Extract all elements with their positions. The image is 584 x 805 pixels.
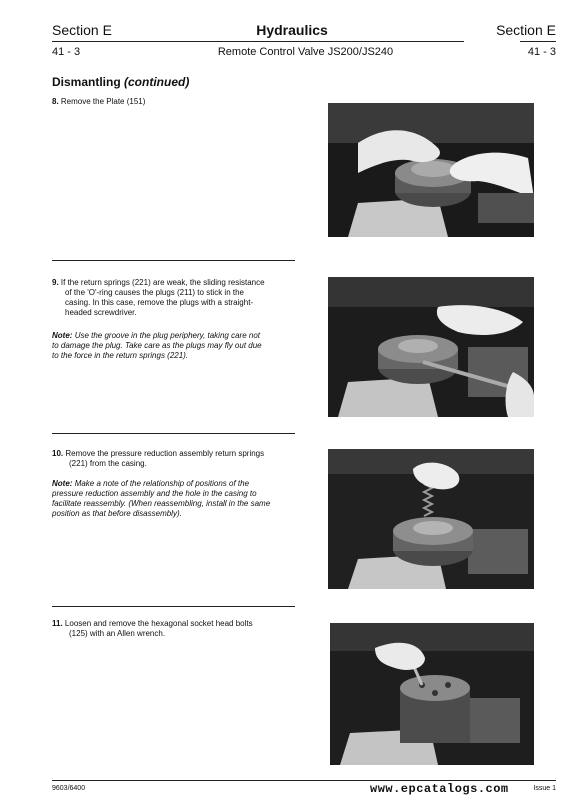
header-rule-left (52, 41, 464, 42)
step-line: headed screwdriver. (65, 308, 137, 317)
footer-issue: Issue 1 (533, 785, 556, 792)
note-line: Use the groove in the plug periphery, taking care not (74, 331, 260, 340)
note-line: to damage the plug. Take care as the plugs may fly out due (52, 341, 262, 350)
header-rule-right (520, 41, 556, 42)
note-line: position as that before disassembly). (52, 509, 182, 518)
page-title: Hydraulics (256, 22, 328, 38)
step-line: If the return springs (221) are weak, the sliding resistance (60, 278, 265, 287)
section-heading-main: Dismantling (52, 75, 121, 89)
note-line: facilitate reassembly. (When reassembling, install in the same (52, 499, 271, 508)
photo-remove-plugs (328, 277, 534, 417)
step-divider (52, 260, 295, 261)
page-subtitle: Remote Control Valve JS200/JS240 (217, 46, 394, 58)
section-heading (52, 75, 189, 89)
step-11 (52, 619, 302, 639)
step-text: Remove the Plate (151) (60, 97, 146, 106)
step-divider (52, 433, 295, 434)
page-number-right: 41 - 3 (527, 46, 556, 58)
note-line: to the force in the return springs (221). (52, 351, 189, 360)
step-line: (125) with an Allen wrench. (69, 629, 166, 638)
step-number: 11. (52, 619, 63, 628)
step-9 (52, 278, 297, 318)
page-number-left: 41 - 3 (52, 46, 81, 58)
note-label: Note: (52, 331, 73, 340)
step-number: 9. (52, 278, 59, 287)
section-heading-suffix: (continued) (124, 75, 190, 89)
step-number: 8. (52, 97, 59, 106)
step-line: Remove the pressure reduction assembly return springs (65, 449, 265, 458)
step-9-note (52, 331, 302, 361)
photo-remove-bolts (330, 623, 534, 765)
step-10 (52, 449, 302, 469)
note-label: Note: (52, 479, 73, 488)
step-line: Loosen and remove the hexagonal socket head bolts (64, 619, 253, 628)
step-line: casing. In this case, remove the plugs with a straight- (65, 298, 254, 307)
footer-code: 9603/6400 (52, 785, 86, 792)
step-10-note (52, 479, 302, 519)
step-line: of the 'O'-ring causes the plugs (211) to stick in the (65, 288, 244, 297)
note-line: Make a note of the relationship of positions of the (74, 479, 250, 488)
note-line: pressure reduction assembly and the hole in the casing to (52, 489, 257, 498)
photo-remove-springs (328, 449, 534, 589)
step-divider (52, 606, 295, 607)
footer-rule (52, 780, 556, 781)
section-label-left: Section E (52, 22, 112, 38)
step-number: 10. (52, 449, 64, 458)
footer-watermark: www.epcatalogs.com (370, 782, 509, 796)
section-label-right: Section E (496, 22, 556, 38)
photo-remove-plate (328, 103, 534, 237)
step-8 (52, 97, 297, 107)
step-line: (221) from the casing. (69, 459, 147, 468)
